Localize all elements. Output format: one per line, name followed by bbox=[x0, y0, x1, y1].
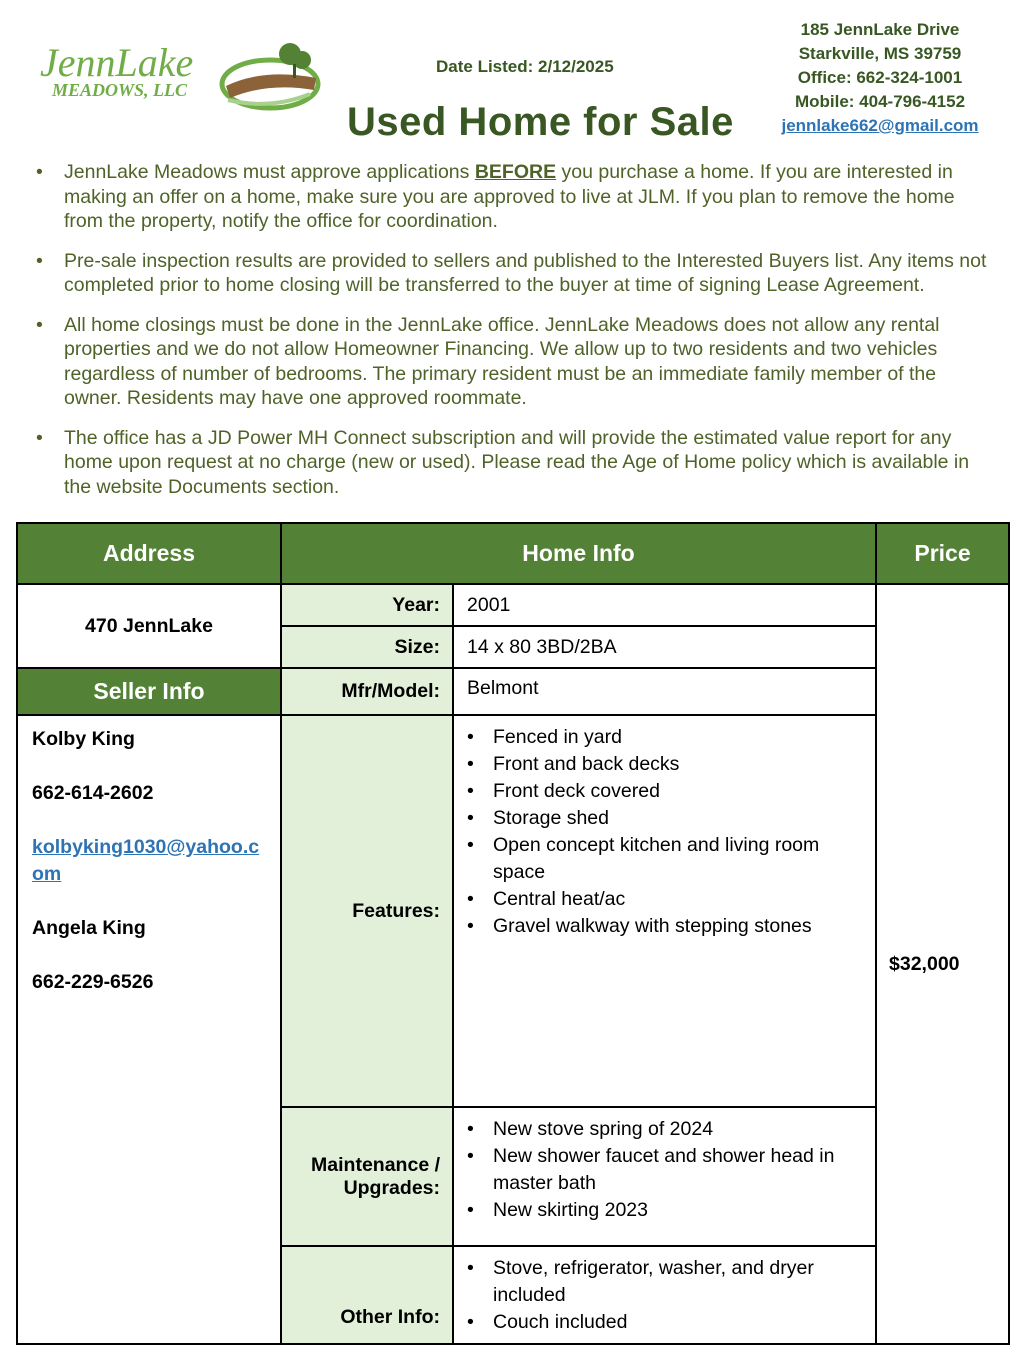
note-closings: • All home closings must be done in the JennLake office. JennLake Meadows does not allow any rental properties and we do not allow Homeowner Financing. We allow up to two residents and two vehicles regardless of number of bedrooms. The primary resident must be an immediate family member of the owner. Residents may have one approved roommate. bbox=[36, 313, 940, 409]
jennlake-logo bbox=[38, 38, 323, 113]
mfr-model-value: Belmont bbox=[453, 668, 876, 715]
list-item: • Storage shed bbox=[467, 805, 875, 832]
maintenance-label: Maintenance / Upgrades: bbox=[281, 1107, 453, 1246]
list-item: • Fenced in yard bbox=[467, 724, 875, 751]
list-item: • Central heat/ac bbox=[467, 886, 875, 913]
contact-office-phone: Office: 662-324-1001 bbox=[797, 68, 963, 87]
features-list bbox=[467, 724, 875, 940]
note-before-emphasis: BEFORE bbox=[474, 161, 557, 183]
price-header: Price bbox=[876, 523, 1009, 584]
bullet-icon: • bbox=[36, 249, 43, 272]
seller-email-link[interactable]: kolbyking1030@yahoo.com bbox=[32, 836, 260, 885]
note-inspection: • Pre-sale inspection results are provided to sellers and published to the Interested Buyers list. Any items not completed prior to home closing will be transferred to the buyer at time of signing Lease Agreement. bbox=[36, 249, 987, 296]
year-value: 2001 bbox=[453, 584, 876, 626]
listing-table bbox=[16, 522, 1010, 1345]
price-value: $32,000 bbox=[876, 584, 1009, 1344]
features-label: Features: bbox=[281, 715, 453, 1107]
size-label: Size: bbox=[281, 626, 453, 668]
contact-street: 185 JennLake Drive bbox=[800, 20, 960, 39]
year-label: Year: bbox=[281, 584, 453, 626]
mfr-model-label: Mfr/Model: bbox=[281, 668, 453, 715]
list-item: • New skirting 2023 bbox=[467, 1197, 875, 1224]
list-item: • Front and back decks bbox=[467, 751, 875, 778]
list-item: • Open concept kitchen and living room space bbox=[467, 832, 875, 886]
policy-notes bbox=[36, 160, 991, 514]
seller-phone-2: 662-229-6526 bbox=[32, 971, 154, 993]
contact-city: Starkville, MS 39759 bbox=[798, 44, 962, 63]
other-info-label: Other Info: bbox=[281, 1246, 453, 1344]
address-value: 470 JennLake bbox=[17, 584, 281, 668]
bullet-icon: • bbox=[36, 426, 43, 449]
seller-info bbox=[17, 715, 281, 1344]
upgrades-list bbox=[467, 1116, 875, 1224]
address-header: Address bbox=[17, 523, 281, 584]
seller-name-1: Kolby King bbox=[32, 728, 135, 750]
seller-name-2: Angela King bbox=[32, 917, 146, 939]
note-approval: • JennLake Meadows must approve applications BEFORE you purchase a home. If you are interested in making an offer on a home, make sure you are approved to live at JLM. If you plan to remove the home from the property, notify the office for coordination. bbox=[36, 161, 955, 232]
seller-phone-1: 662-614-2602 bbox=[32, 782, 154, 804]
page-title: Used Home for Sale bbox=[347, 100, 734, 144]
size-value: 14 x 80 3BD/2BA bbox=[453, 626, 876, 668]
home-info-header: Home Info bbox=[281, 523, 876, 584]
bullet-icon: • bbox=[36, 161, 43, 183]
contact-email-link[interactable]: jennlake662@gmail.com bbox=[781, 116, 979, 135]
other-info-list bbox=[467, 1255, 875, 1336]
list-item: • New stove spring of 2024 bbox=[467, 1116, 875, 1143]
logo-text-main: JennLake bbox=[40, 40, 194, 85]
list-item: • Gravel walkway with stepping stones bbox=[467, 913, 875, 940]
list-item: • Stove, refrigerator, washer, and dryer included bbox=[467, 1255, 875, 1309]
list-item: • New shower faucet and shower head in master bath bbox=[467, 1143, 875, 1197]
list-item: • Front deck covered bbox=[467, 778, 875, 805]
seller-info-header: Seller Info bbox=[17, 668, 281, 715]
contact-block bbox=[770, 18, 990, 138]
date-listed: Date Listed: 2/12/2025 bbox=[436, 57, 614, 76]
note-jd-power: • The office has a JD Power MH Connect subscription and will provide the estimated value report for any home upon request at no charge (new or used). Please read the Age of Home policy which is available in the website Documents section. bbox=[36, 426, 970, 498]
logo-text-sub: MEADOWS, LLC bbox=[52, 80, 188, 100]
list-item: • Couch included bbox=[467, 1309, 875, 1336]
bullet-icon: • bbox=[36, 313, 43, 336]
contact-mobile-phone: Mobile: 404-796-4152 bbox=[794, 92, 966, 111]
